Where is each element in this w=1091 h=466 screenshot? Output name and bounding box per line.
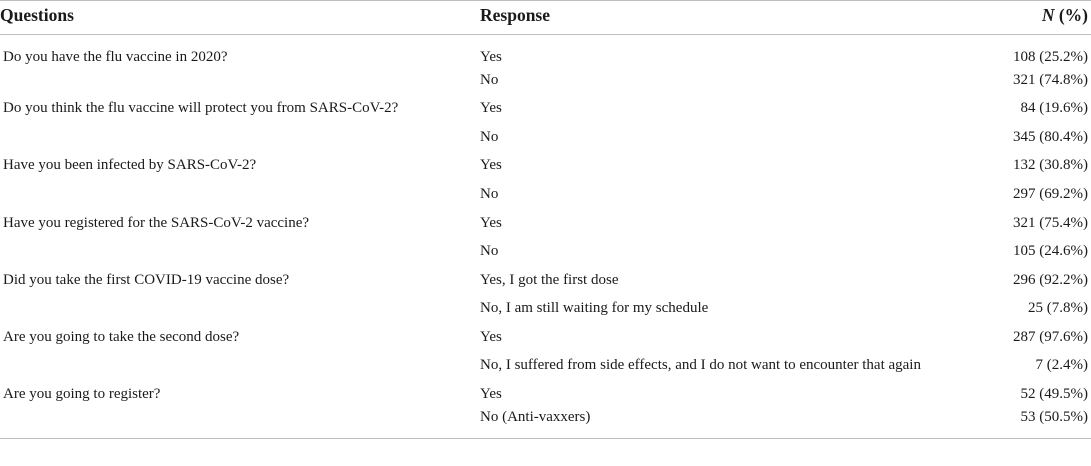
count-cell: 287 (97.6%): [1013, 328, 1088, 345]
count-cell: 321 (75.4%): [1013, 214, 1088, 231]
response-cell: No (Anti-vaxxers): [480, 409, 950, 439]
table-row: [0, 295, 1091, 324]
question-cell: [0, 66, 480, 95]
count-cell: 7 (2.4%): [1035, 357, 1088, 374]
response-cell: No, I am still waiting for my schedule: [480, 300, 709, 317]
response-cell: Yes: [480, 157, 502, 174]
response-cell: No: [480, 128, 499, 145]
table-row: [0, 380, 1091, 409]
header-n-symbol: N: [1041, 5, 1055, 25]
count-cell: 105 (24.6%): [1013, 243, 1088, 260]
table-row: [0, 323, 1091, 352]
table-row: [0, 66, 1091, 95]
header-response: Response: [480, 1, 950, 35]
question-cell: Did you take the first COVID-19 vaccine dose?: [3, 271, 290, 288]
count-cell: 321 (74.8%): [1013, 71, 1088, 88]
header-percent-label: (%): [1054, 5, 1088, 25]
question-cell: Are you going to take the second dose?: [3, 328, 240, 345]
count-cell: 296 (92.2%): [1013, 271, 1088, 288]
count-cell: 84 (19.6%): [1020, 100, 1088, 117]
count-cell: 345 (80.4%): [1013, 128, 1088, 145]
count-cell: 297 (69.2%): [1013, 186, 1088, 203]
response-cell: Yes: [480, 328, 502, 345]
response-cell: No: [480, 186, 499, 203]
question-cell: Do you have the flu vaccine in 2020?: [3, 49, 228, 65]
response-cell: Yes: [480, 49, 502, 65]
table-row: [0, 209, 1091, 238]
question-cell: Have you been infected by SARS-CoV-2?: [3, 157, 257, 174]
response-cell: Yes: [480, 100, 502, 117]
table-row: [0, 35, 1091, 67]
question-cell: [0, 352, 480, 381]
table-row: [0, 352, 1091, 381]
response-cell: Yes: [480, 385, 502, 402]
count-cell: 52 (49.5%): [1020, 385, 1088, 402]
question-cell: [0, 409, 480, 439]
header-row: [0, 1, 1091, 35]
response-cell: No, I suffered from side effects, and I do not want to encounter that again: [480, 357, 921, 374]
count-cell: 25 (7.8%): [1028, 300, 1088, 317]
table-row: [0, 180, 1091, 209]
table-row: [0, 266, 1091, 295]
table-row: [0, 95, 1091, 124]
question-cell: [0, 180, 480, 209]
question-cell: [0, 295, 480, 324]
header-questions: Questions: [0, 1, 480, 35]
header-n-percent: [950, 1, 1091, 35]
table-row: [0, 123, 1091, 152]
response-cell: Yes: [480, 214, 502, 231]
question-cell: [0, 237, 480, 266]
count-cell: 132 (30.8%): [1013, 157, 1088, 174]
response-cell: Yes, I got the first dose: [480, 271, 619, 288]
count-cell: 53 (50.5%): [950, 409, 1091, 439]
table-row: [0, 152, 1091, 181]
table-row: [0, 409, 1091, 439]
response-cell: No: [480, 71, 499, 88]
question-cell: Have you registered for the SARS-CoV-2 vaccine?: [3, 214, 310, 231]
question-cell: Do you think the flu vaccine will protect you from SARS-CoV-2?: [3, 100, 399, 117]
response-cell: No: [480, 243, 499, 260]
question-cell: [0, 123, 480, 152]
table-row: [0, 237, 1091, 266]
question-cell: Are you going to register?: [3, 385, 161, 402]
count-cell: 108 (25.2%): [1013, 49, 1088, 65]
